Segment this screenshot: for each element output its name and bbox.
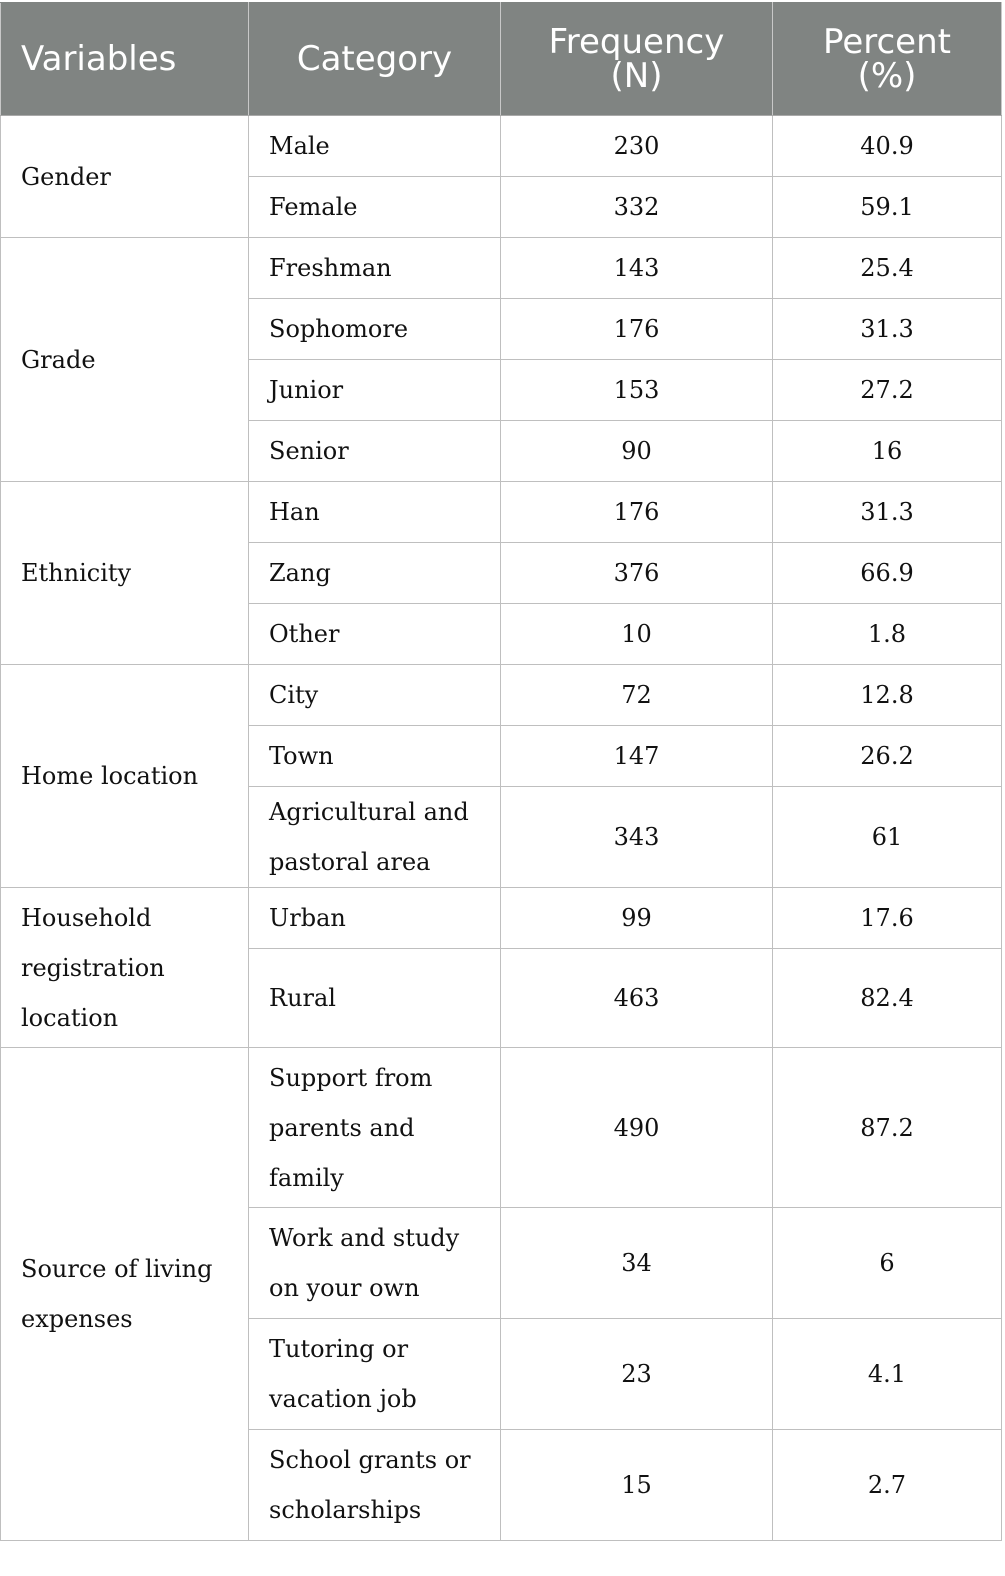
category-cell: Agricultural and pastoral area — [249, 787, 501, 888]
category-cell: Freshman — [249, 238, 501, 299]
category-cell: Sophomore — [249, 299, 501, 360]
category-cell: Female — [249, 177, 501, 238]
header-percent-line1: Percent — [823, 22, 951, 62]
frequency-cell: 490 — [501, 1048, 773, 1208]
frequency-cell: 463 — [501, 949, 773, 1048]
percent-cell: 4.1 — [773, 1319, 1002, 1430]
category-cell: Other — [249, 604, 501, 665]
frequency-cell: 176 — [501, 482, 773, 543]
percent-cell: 31.3 — [773, 482, 1002, 543]
percent-cell: 31.3 — [773, 299, 1002, 360]
variable-cell: Home location — [1, 665, 249, 888]
percent-cell: 2.7 — [773, 1430, 1002, 1541]
demographics-table — [0, 2, 1002, 1541]
header-percent-line2: (%) — [857, 56, 917, 96]
frequency-cell: 143 — [501, 238, 773, 299]
percent-cell: 12.8 — [773, 665, 1002, 726]
percent-cell: 66.9 — [773, 543, 1002, 604]
header-row — [1, 3, 1002, 116]
header-frequency — [501, 3, 773, 116]
category-cell: City — [249, 665, 501, 726]
table-row — [1, 116, 1002, 177]
percent-cell: 82.4 — [773, 949, 1002, 1048]
frequency-cell: 10 — [501, 604, 773, 665]
percent-cell: 27.2 — [773, 360, 1002, 421]
frequency-cell: 147 — [501, 726, 773, 787]
variable-cell: Ethnicity — [1, 482, 249, 665]
frequency-cell: 332 — [501, 177, 773, 238]
category-cell: Han — [249, 482, 501, 543]
category-cell: Support from parents and family — [249, 1048, 501, 1208]
frequency-cell: 23 — [501, 1319, 773, 1430]
category-cell: School grants or scholarships — [249, 1430, 501, 1541]
percent-cell: 6 — [773, 1208, 1002, 1319]
frequency-cell: 343 — [501, 787, 773, 888]
header-frequency-line2: (N) — [610, 56, 663, 96]
variable-cell: Source of living expenses — [1, 1048, 249, 1541]
percent-cell: 59.1 — [773, 177, 1002, 238]
percent-cell: 40.9 — [773, 116, 1002, 177]
category-cell: Town — [249, 726, 501, 787]
category-cell: Zang — [249, 543, 501, 604]
table-body — [1, 116, 1002, 1541]
category-cell: Tutoring or vacation job — [249, 1319, 501, 1430]
category-cell: Urban — [249, 888, 501, 949]
percent-cell: 26.2 — [773, 726, 1002, 787]
table-row — [1, 665, 1002, 726]
frequency-cell: 176 — [501, 299, 773, 360]
frequency-cell: 15 — [501, 1430, 773, 1541]
frequency-cell: 153 — [501, 360, 773, 421]
variable-cell: Household registration location — [1, 888, 249, 1048]
category-cell: Senior — [249, 421, 501, 482]
variable-cell: Gender — [1, 116, 249, 238]
header-variables: Variables — [1, 3, 249, 116]
percent-cell: 17.6 — [773, 888, 1002, 949]
percent-cell: 16 — [773, 421, 1002, 482]
percent-cell: 25.4 — [773, 238, 1002, 299]
category-cell: Male — [249, 116, 501, 177]
table-row — [1, 888, 1002, 949]
frequency-cell: 230 — [501, 116, 773, 177]
percent-cell: 87.2 — [773, 1048, 1002, 1208]
frequency-cell: 376 — [501, 543, 773, 604]
header-category: Category — [249, 3, 501, 116]
percent-cell: 1.8 — [773, 604, 1002, 665]
frequency-cell: 90 — [501, 421, 773, 482]
frequency-cell: 72 — [501, 665, 773, 726]
table-row — [1, 238, 1002, 299]
variable-cell: Grade — [1, 238, 249, 482]
category-cell: Work and study on your own — [249, 1208, 501, 1319]
percent-cell: 61 — [773, 787, 1002, 888]
table-header — [1, 3, 1002, 116]
frequency-cell: 34 — [501, 1208, 773, 1319]
table-row — [1, 1048, 1002, 1208]
header-frequency-line1: Frequency — [548, 22, 725, 62]
header-percent — [773, 3, 1002, 116]
table-row — [1, 482, 1002, 543]
frequency-cell: 99 — [501, 888, 773, 949]
category-cell: Junior — [249, 360, 501, 421]
category-cell: Rural — [249, 949, 501, 1048]
